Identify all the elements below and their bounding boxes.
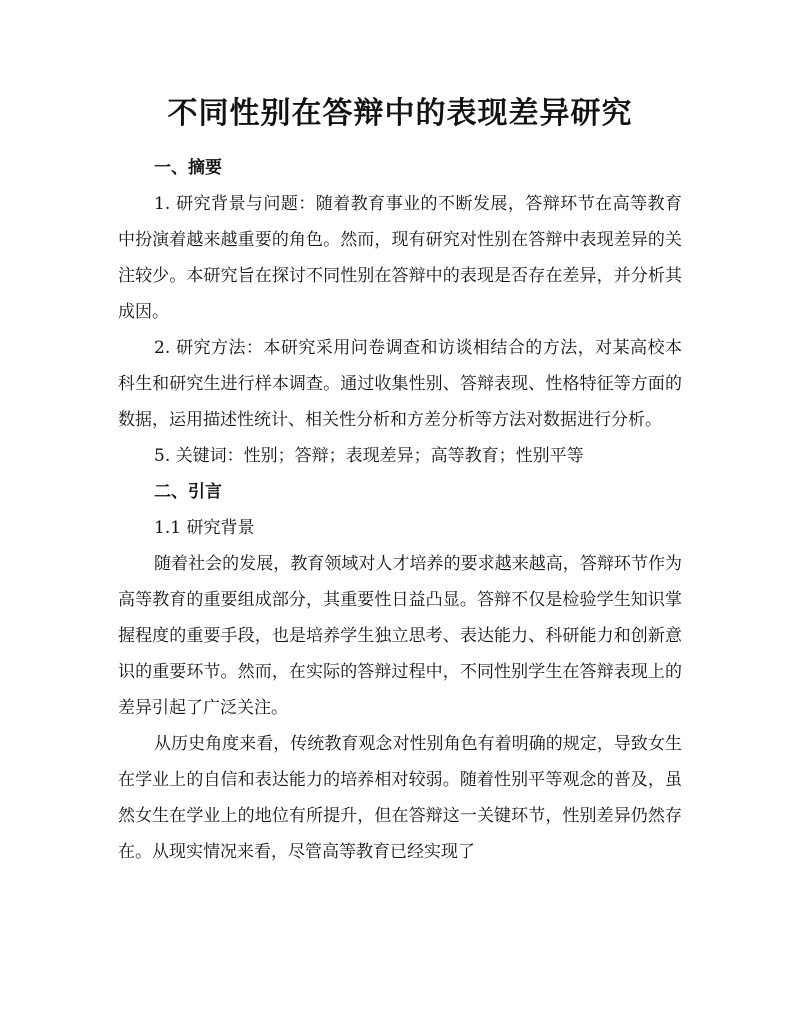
abstract-item-keywords: 5. 关键词：性别；答辩；表现差异；高等教育；性别平等 [154,446,584,466]
section-heading-introduction: 二、引言 [154,482,222,502]
body-paragraph: 随着社会的发展，教育领域对人才培养的要求越来越高，答辩环节作为高等教育的重要组成部分，其重要性日益凸显。答辩不仅是检验学生知识掌握程度的重要手段，也是培养学生独立思考、表达能力、科研能力和创新意识的重要环节。然而，在实际的答辩过程中，不同性别学生在答辩表现上的差异引起了广泛关注。 [118,554,682,718]
abstract-item-methods: 2. 研究方法：本研究采用问卷调查和访谈相结合的方法，对某高校本科生和研究生进行样本调查。通过收集性别、答辩表现、性格特征等方面的数据，运用描述性统计、相关性分析和方差分析等方法对数据进行分析。 [118,338,682,430]
subsection-heading-background: 1.1 研究背景 [154,518,255,538]
abstract-item-background: 1. 研究背景与问题：随着教育事业的不断发展，答辩环节在高等教育中扮演着越来越重要的角色。然而，现有研究对性别在答辩中表现差异的关注较少。本研究旨在探讨不同性别在答辩中的表现是否存在差异，并分析其成因。 [118,194,682,322]
section-heading-abstract: 一、摘要 [154,158,222,178]
document-title: 不同性别在答辩中的表现差异研究 [167,96,633,131]
body-paragraph: 从历史角度来看，传统教育观念对性别角色有着明确的规定，导致女生在学业上的自信和表达能力的培养相对较弱。随着性别平等观念的普及，虽然女生在学业上的地位有所提升，但在答辩这一关键环节，性别差异仍然存在。从现实情况来看，尽管高等教育已经实现了 [118,734,682,862]
